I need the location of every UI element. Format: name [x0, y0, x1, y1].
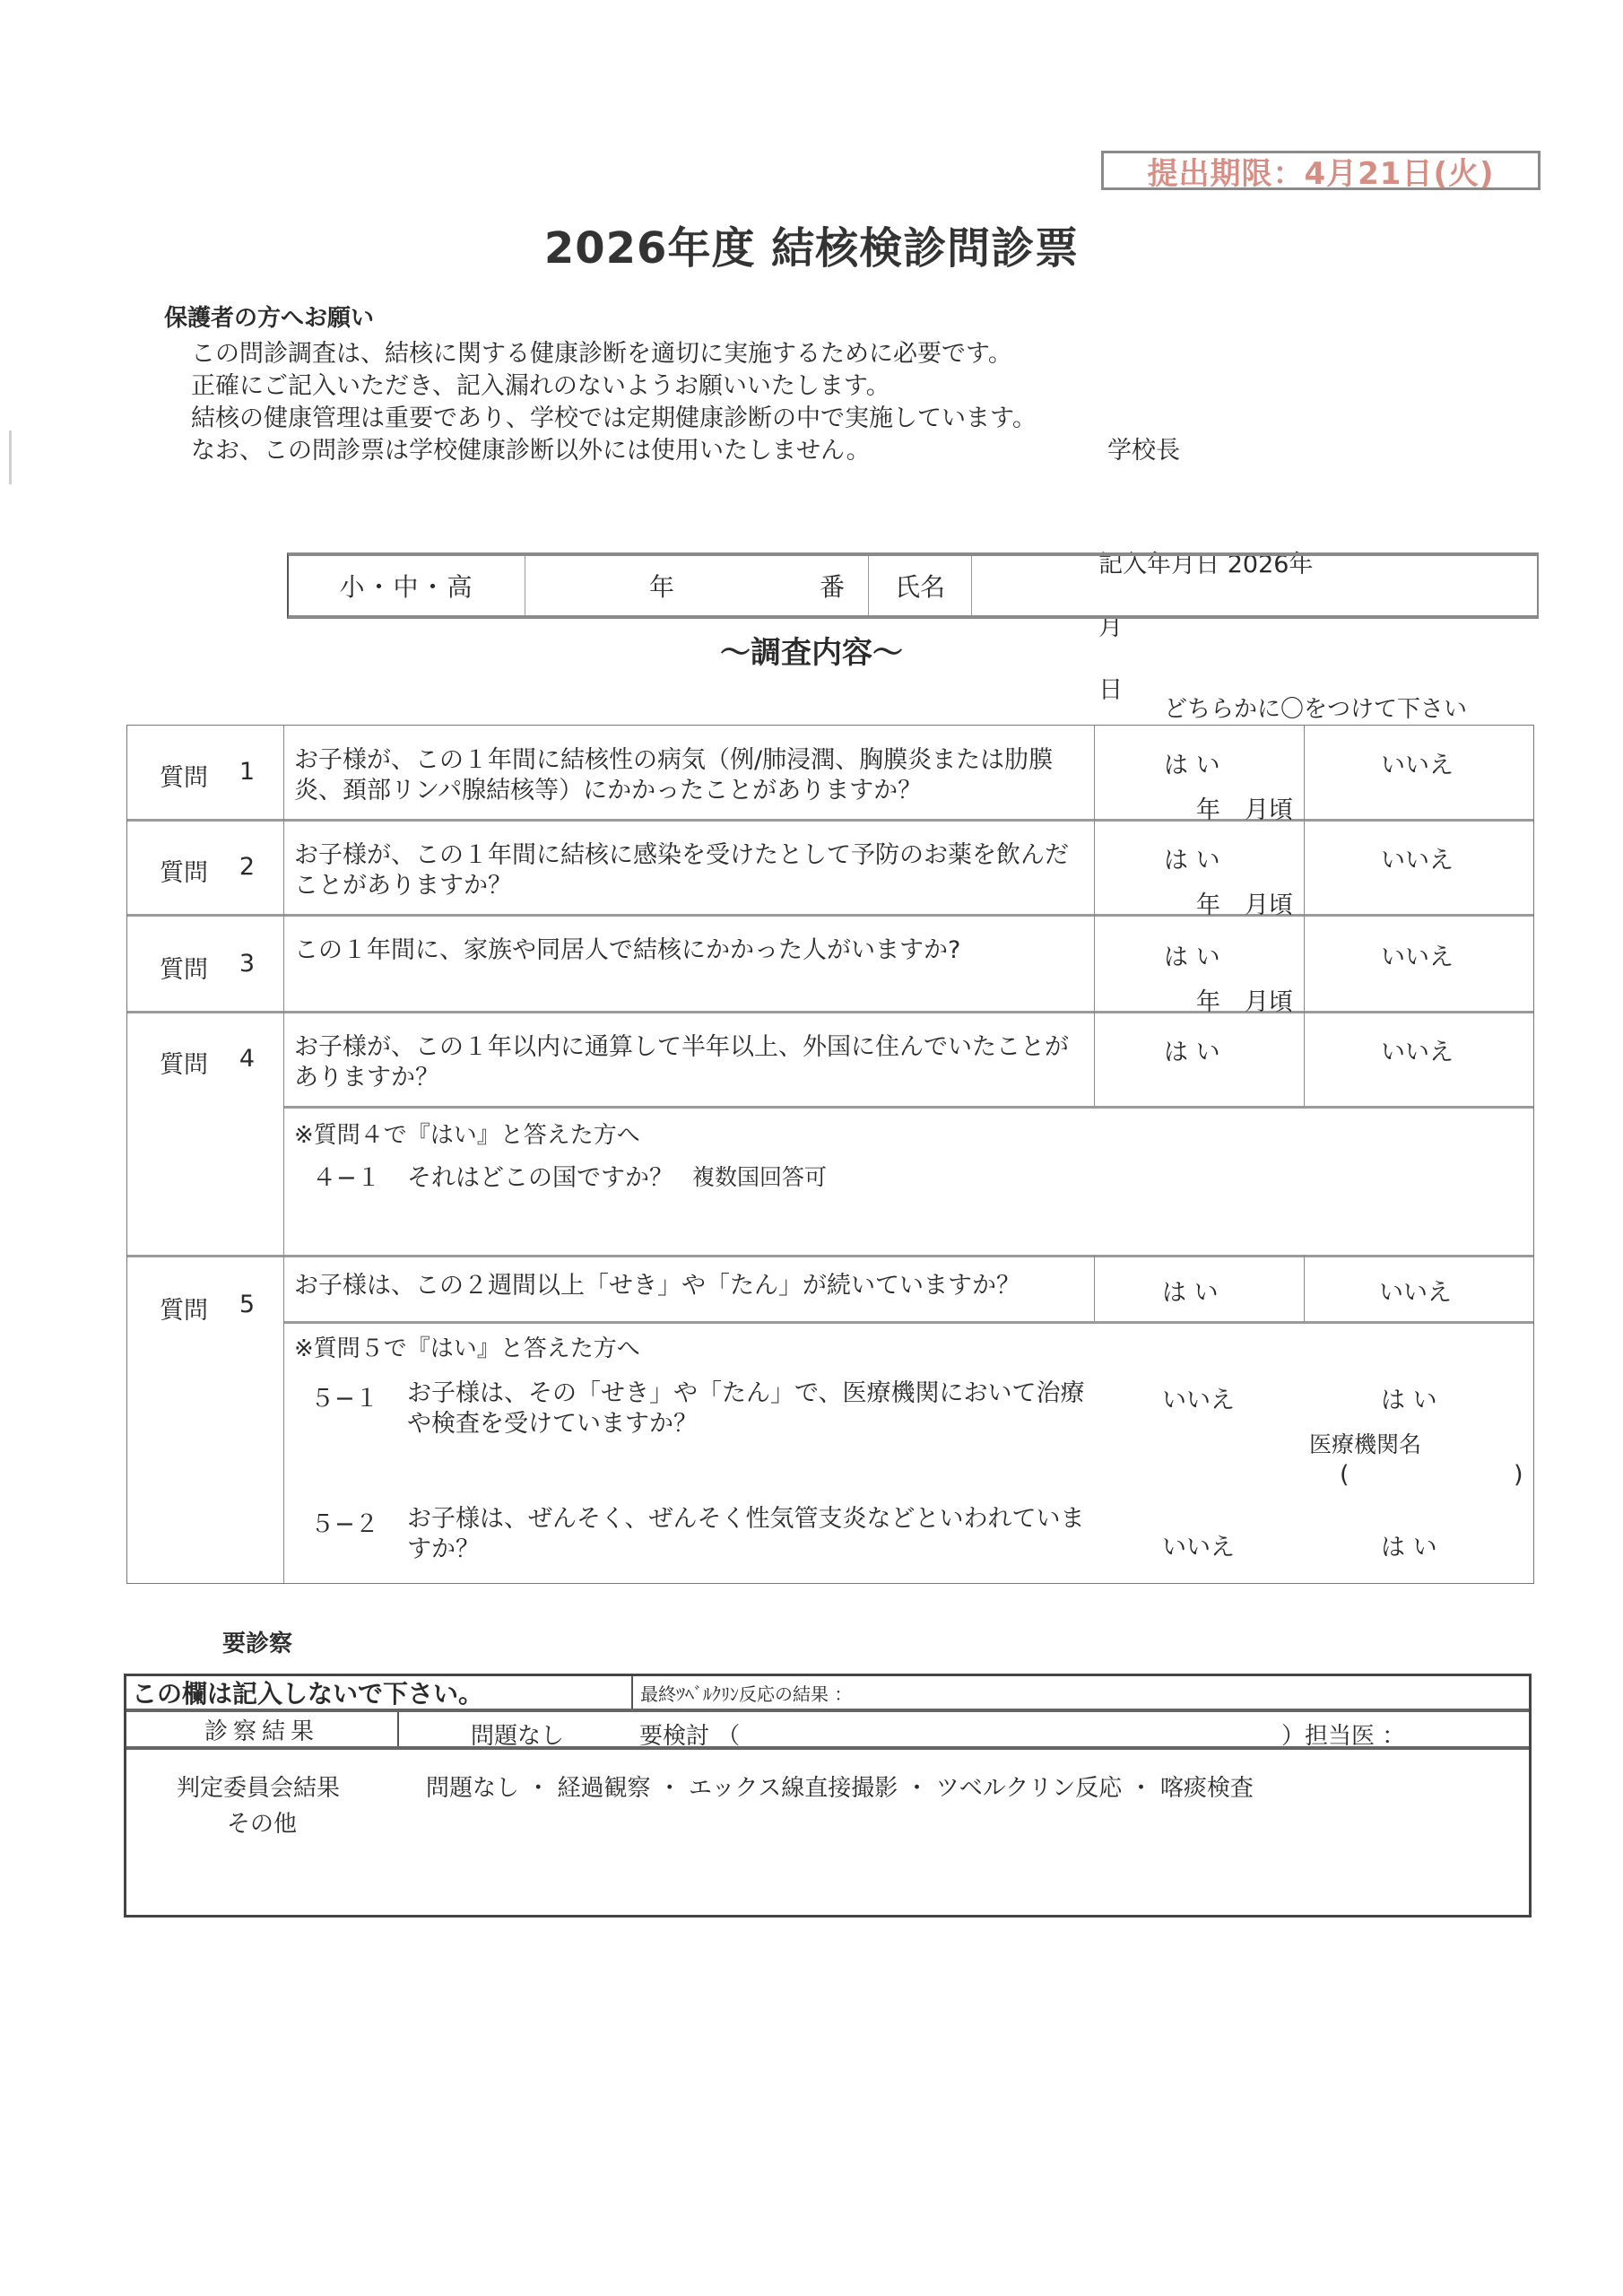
q5-no-option[interactable]: いいえ	[1379, 1279, 1452, 1307]
name-field[interactable]	[972, 556, 1537, 615]
q5-1-number: ５−１	[310, 1385, 379, 1413]
col-divider	[283, 726, 284, 1583]
principal-signature: 学校長	[1107, 437, 1180, 465]
grade-label: 年	[649, 572, 675, 602]
question-number: 5	[239, 1291, 255, 1318]
school-level-options[interactable]: 小・中・高	[339, 572, 474, 602]
scan-artifact	[9, 430, 12, 484]
q4-1-number: ４−１	[312, 1164, 381, 1192]
question-label-text: 質問	[160, 764, 208, 792]
school-level-field[interactable]	[289, 556, 525, 615]
question-1-label	[127, 758, 280, 793]
q4-yes-option[interactable]: は い	[1164, 1039, 1220, 1066]
grade-number-field[interactable]	[525, 556, 869, 615]
question-2-label	[127, 853, 280, 888]
q3-when-field[interactable]: 年 月頃	[1196, 988, 1293, 1016]
question-4-label	[127, 1045, 280, 1080]
question-number: 4	[239, 1045, 255, 1073]
request-line: 結核の健康管理は重要であり、学校では定期健康診断の中で実施しています。	[191, 404, 1037, 432]
question-5-text: お子様は、この２週間以上「せき」や「たん」が続いていますか？	[294, 1272, 1020, 1300]
q5-yes-option[interactable]: は い	[1162, 1279, 1219, 1307]
q2-when-field[interactable]: 年 月頃	[1196, 891, 1293, 919]
number-label: 番	[819, 572, 845, 602]
question-1-text: お子様が、この１年間に結核性の病気（例/肺浸潤、胸膜炎または肋膜炎、頚部リンパ腺結核等）にかかったことがありますか？	[294, 746, 1054, 804]
question-number: 1	[239, 758, 255, 786]
q5-2-text: お子様は、ぜんそく、ぜんそく性気管支炎などといわれていますか？	[407, 1505, 1085, 1563]
exam-result-label: 診察結果	[204, 1718, 319, 1745]
q5-1-text: お子様は、その「せき」や「たん」で、医療機関において治療や検査を受けていますか？	[407, 1379, 1085, 1438]
q4-no-option[interactable]: いいえ	[1381, 1039, 1454, 1066]
row-divider	[127, 1255, 1533, 1257]
question-label-text: 質問	[160, 859, 208, 887]
question-label-text: 質問	[160, 956, 208, 984]
circle-instruction: どちらかに〇をつけて下さい	[1164, 696, 1468, 723]
request-line: なお、この問診票は学校健康診断以外には使用いたしません。	[191, 437, 871, 465]
admin-row-notice	[126, 1676, 1529, 1712]
exam-no-problem-option[interactable]: 問題なし	[471, 1723, 565, 1750]
col-divider	[1304, 1255, 1305, 1321]
admin-heading: 要診察	[222, 1631, 293, 1657]
q2-no-option[interactable]: いいえ	[1381, 847, 1454, 874]
question-3-text: この１年間に、家族や同居人で結核にかかった人がいますか?	[294, 936, 961, 964]
q5-1-no-option[interactable]: いいえ	[1162, 1387, 1235, 1414]
q4-1-text: それはどこの国ですか？	[407, 1164, 673, 1192]
q5-2-no-option[interactable]: いいえ	[1162, 1534, 1235, 1561]
question-label-text: 質問	[160, 1297, 208, 1325]
row-divider	[127, 914, 1533, 917]
q3-no-option[interactable]: いいえ	[1381, 944, 1454, 971]
question-4-text: お子様が、この１年以内に通算して半年以上、外国に住んでいたことがありますか？	[294, 1033, 1069, 1091]
q5-2-number: ５−２	[310, 1510, 379, 1538]
q4-1-hint: 複数国回答可	[692, 1164, 828, 1190]
committee-result-label: 判定委員会結果	[177, 1775, 341, 1802]
deadline-box	[1101, 151, 1541, 190]
row-divider	[283, 1321, 1533, 1324]
medical-institution-label: 医療機関名	[1309, 1431, 1422, 1457]
survey-heading: 〜調査内容〜	[720, 635, 903, 671]
question-5-label	[127, 1291, 280, 1326]
row-divider	[283, 1106, 1533, 1109]
admin-row-exam	[126, 1712, 1529, 1750]
question-label-text: 質問	[160, 1051, 208, 1079]
question-3-label	[127, 950, 280, 985]
admin-section	[124, 1674, 1532, 1918]
q4-followup-note: ※質問４で『はい』と答えた方へ	[294, 1122, 640, 1149]
entry-date-day[interactable]: 日	[1098, 676, 1124, 704]
attending-doctor-label: ）担当医 ：	[1281, 1723, 1406, 1750]
row-divider	[127, 1011, 1533, 1013]
q5-1-yes-option[interactable]: は い	[1381, 1387, 1437, 1414]
committee-result-options[interactable]: 問題なし ・ 経過観察 ・ エックス線直接撮影 ・ ツベルクリン反応 ・ 喀痰検査	[426, 1775, 1254, 1802]
request-line: この問診調査は、結核に関する健康診断を適切に実施するために必要です。	[191, 340, 1012, 368]
col-divider	[1304, 726, 1305, 1106]
entry-date-label: 記入年月日 2026年	[1098, 551, 1314, 578]
medical-institution-field[interactable]	[1358, 1459, 1508, 1490]
question-2-text: お子様が、この１年間に結核に感染を受けたとして予防のお薬を飲んだことがありますか？	[294, 841, 1069, 900]
q3-yes-option[interactable]: は い	[1164, 944, 1220, 971]
q5-2-yes-option[interactable]: は い	[1381, 1534, 1437, 1561]
request-line: 正確にご記入いただき、記入漏れのないようお願いいたします。	[191, 372, 890, 400]
question-table	[126, 725, 1534, 1584]
paren-open: (	[1340, 1461, 1350, 1489]
q5-followup-note: ※質問５で『はい』と答えた方へ	[294, 1335, 640, 1362]
deadline-text: 提出期限：4月21日(火)	[1147, 155, 1495, 192]
page-title: 2026年度 結核検診問診票	[543, 223, 1080, 274]
col-divider	[1094, 1255, 1095, 1321]
student-info-table	[287, 552, 1539, 619]
q1-when-field[interactable]: 年 月頃	[1196, 796, 1293, 824]
q4-1-answer-field[interactable]	[312, 1196, 1514, 1246]
row-divider	[127, 819, 1533, 822]
q1-no-option[interactable]: いいえ	[1381, 752, 1454, 779]
other-label: その他	[227, 1811, 298, 1838]
name-label-cell	[869, 556, 972, 615]
question-number: 2	[239, 853, 255, 881]
do-not-fill-notice: この欄は記入しないで下さい。	[132, 1679, 484, 1709]
paren-close: )	[1514, 1461, 1523, 1489]
entry-date-month[interactable]: 月	[1098, 613, 1124, 641]
tuberculin-result-label: 最終ﾂﾍﾞﾙｸﾘﾝ反応の結果 ：	[640, 1683, 853, 1705]
question-number: 3	[239, 950, 255, 978]
col-divider	[1094, 726, 1095, 1106]
exam-review-option[interactable]: 要検討 （	[639, 1723, 741, 1750]
q1-yes-option[interactable]: は い	[1164, 752, 1220, 779]
name-label: 氏名	[894, 572, 945, 602]
request-heading: 保護者の方へお願い	[164, 305, 375, 332]
q2-yes-option[interactable]: は い	[1164, 847, 1220, 874]
